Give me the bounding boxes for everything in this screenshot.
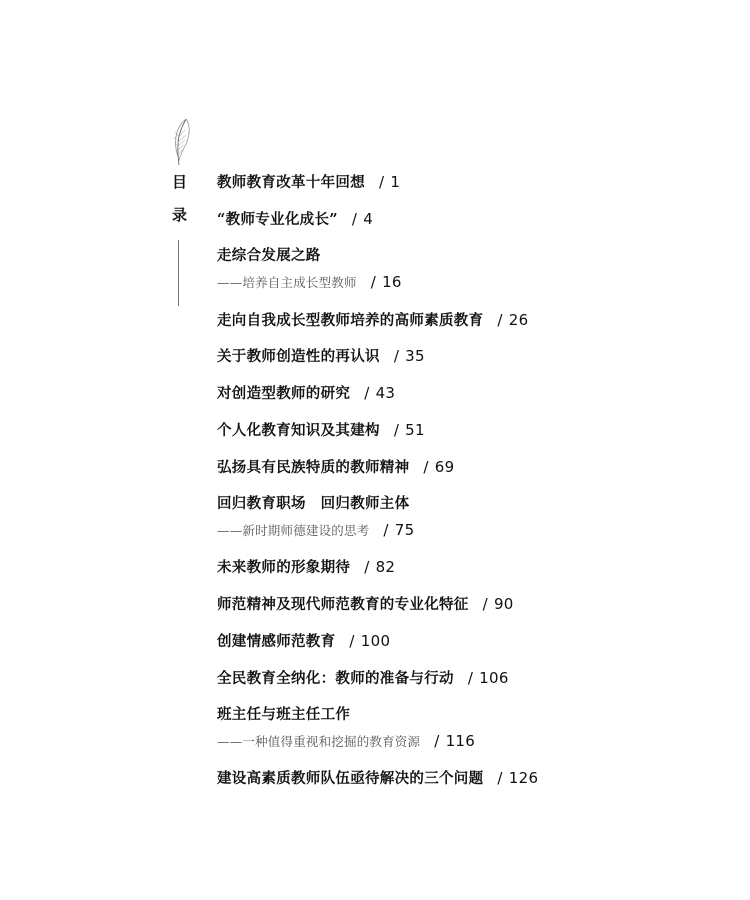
- toc-entry[interactable]: [217, 705, 475, 752]
- toc-entry-page: / 116: [434, 732, 476, 750]
- toc-entry-subtitle: ——一种值得重视和挖掘的教育资源: [217, 734, 421, 749]
- toc-entry[interactable]: [217, 457, 454, 478]
- toc-entry[interactable]: [217, 420, 425, 441]
- toc-entry[interactable]: [217, 310, 528, 331]
- toc-entry[interactable]: [217, 557, 395, 578]
- toc-entry-title: 创建情感师范教育: [217, 633, 336, 650]
- vertical-divider: [178, 240, 179, 306]
- toc-entry-page: / 126: [497, 769, 539, 787]
- toc-entry[interactable]: [217, 246, 402, 293]
- toc-entry-title: 弘扬具有民族特质的教师精神: [217, 459, 410, 476]
- toc-entry[interactable]: [217, 594, 514, 615]
- toc-entry-title: 回归教育职场 回归教师主体: [217, 495, 410, 512]
- toc-entry[interactable]: [217, 494, 414, 541]
- toc-entry-title: “教师专业化成长”: [217, 211, 338, 228]
- toc-entry-subtitle: ——培养自主成长型教师: [217, 275, 357, 290]
- toc-entry-title: 师范精神及现代师范教育的专业化特征: [217, 596, 469, 613]
- toc-entry-page: / 75: [383, 521, 415, 539]
- toc-entry-page: / 106: [467, 669, 509, 687]
- toc-entry-page: / 51: [393, 421, 425, 439]
- toc-entry-page: / 43: [364, 384, 396, 402]
- toc-entry-page: / 100: [349, 632, 391, 650]
- toc-entry-subtitle: ——新时期师德建设的思考: [217, 523, 370, 538]
- toc-entry-title: 走向自我成长型教师培养的高师素质教育: [217, 312, 484, 329]
- toc-entry-title: 全民教育全纳化：教师的准备与行动: [217, 670, 454, 687]
- toc-entry-page: / 26: [497, 311, 529, 329]
- toc-entry[interactable]: [217, 172, 400, 193]
- toc-entry[interactable]: [217, 631, 390, 652]
- toc-entry-title: 关于教师创造性的再认识: [217, 348, 380, 365]
- toc-entry-page: / 82: [364, 558, 396, 576]
- toc-entry-page: / 35: [393, 347, 425, 365]
- toc-label-char-2: 录: [172, 206, 188, 224]
- toc-entry[interactable]: [217, 209, 373, 230]
- toc-entry-title: 个人化教育知识及其建构: [217, 422, 380, 439]
- toc-entry-title: 教师教育改革十年回想: [217, 174, 365, 191]
- toc-entry-page: / 69: [423, 458, 455, 476]
- toc-entry[interactable]: [217, 346, 425, 367]
- toc-entry[interactable]: [217, 383, 395, 404]
- toc-entry-title: 未来教师的形象期待: [217, 559, 351, 576]
- toc-entry-page: / 1: [379, 173, 401, 191]
- feather-icon: [166, 118, 192, 166]
- toc-entry-page: / 90: [482, 595, 514, 613]
- toc-label-char-1: 目: [172, 173, 188, 191]
- toc-entry-title: 班主任与班主任工作: [217, 706, 351, 723]
- toc-entry-title: 走综合发展之路: [217, 247, 321, 264]
- toc-entry-page: / 4: [351, 210, 374, 228]
- toc-entry[interactable]: [217, 768, 538, 789]
- toc-entry-title: 对创造型教师的研究: [217, 385, 351, 402]
- toc-entry-title: 建设高素质教师队伍亟待解决的三个问题: [217, 770, 484, 787]
- toc-entry[interactable]: [217, 668, 509, 689]
- toc-entry-page: / 16: [370, 273, 402, 291]
